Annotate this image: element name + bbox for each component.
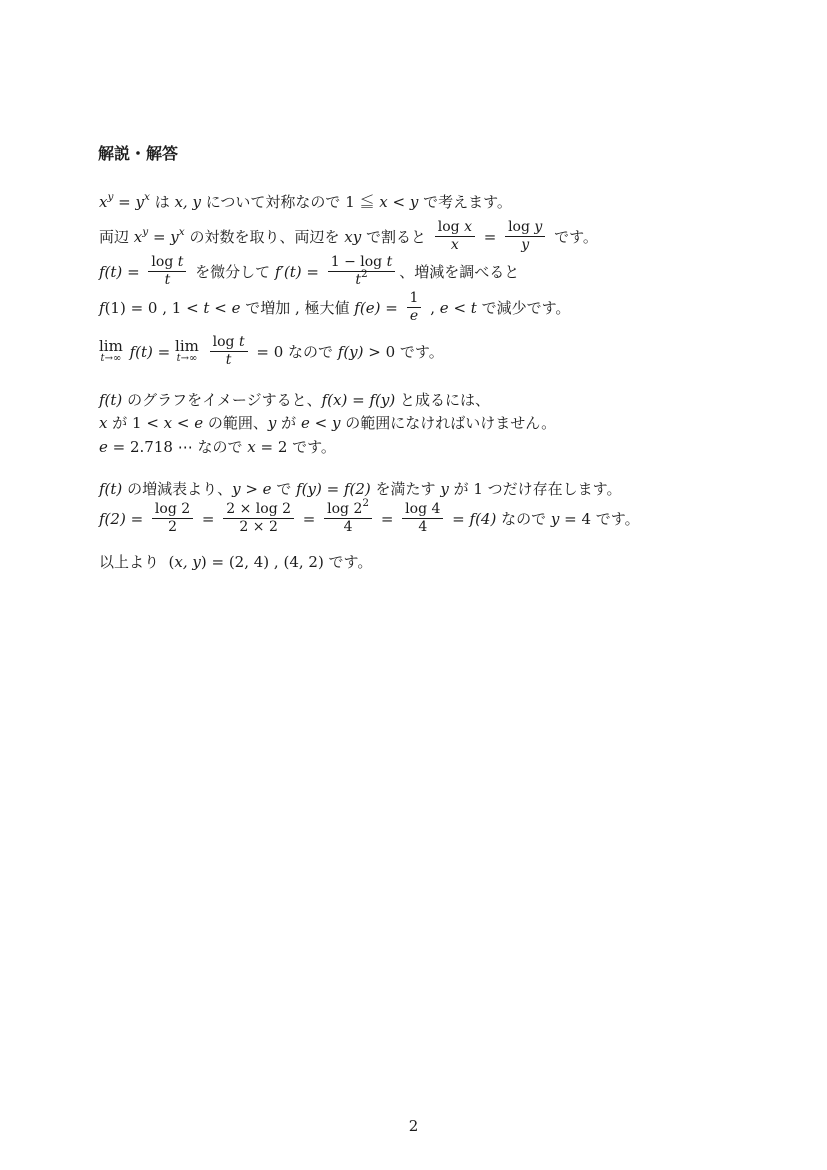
text-run: <: [309, 414, 332, 432]
page-number: 2: [408, 1117, 419, 1135]
math-variable: y: [409, 193, 419, 211]
math-variable: x: [379, 193, 388, 211]
math-variable: f(e): [354, 299, 381, 317]
fraction-numerator: [324, 497, 372, 518]
solution-line: [99, 551, 372, 573]
text-run: は: [149, 193, 175, 211]
math-variable: t: [225, 351, 232, 368]
fraction: [223, 501, 294, 536]
text-run: =: [125, 510, 148, 528]
text-run: を満たす: [370, 480, 441, 498]
math-variable: f(4): [469, 510, 497, 528]
superscript: x: [144, 191, 150, 203]
text-run: で割ると: [361, 228, 431, 246]
math-variable: x, y: [174, 553, 201, 571]
text-run: 2 × log 2: [226, 500, 292, 517]
math-variable: x: [99, 414, 108, 432]
text-run: > 0 です。: [363, 343, 444, 361]
math-variable: x: [163, 414, 173, 432]
fraction-denominator: [402, 518, 443, 536]
math-variable: y: [534, 218, 543, 235]
math-variable: e: [409, 307, 419, 324]
text-run: を微分して: [190, 263, 275, 281]
text-run: =: [347, 391, 370, 409]
math-variable: t: [203, 299, 210, 317]
text-run: [201, 343, 206, 361]
fraction-numerator: [505, 219, 545, 236]
text-run: =: [376, 510, 399, 528]
math-variable: y: [135, 193, 144, 211]
math-variable: f(2): [99, 510, 126, 528]
superscript: y: [142, 226, 149, 238]
math-variable: f: [99, 299, 105, 317]
limit-operator: [175, 338, 199, 365]
text-run: =: [478, 228, 502, 246]
text-run: (1) = 0 , 1 <: [104, 299, 204, 317]
text-run: =: [380, 299, 403, 317]
math-variable: f(t): [99, 480, 123, 498]
text-run: について対称なので 1 ≦: [200, 193, 380, 211]
text-run: 2: [168, 518, 177, 535]
text-run: <: [387, 193, 410, 211]
math-variable: t: [386, 253, 393, 270]
superscript: 2: [360, 267, 368, 280]
text-run: <: [448, 299, 471, 317]
text-run: 両辺: [99, 228, 134, 246]
math-variable: y: [232, 480, 241, 498]
fraction-denominator: [324, 518, 372, 536]
fraction-denominator: [223, 518, 294, 536]
math-variable: y: [170, 228, 179, 246]
text-run: 2 × 2: [239, 518, 278, 535]
text-run: で: [271, 480, 297, 498]
text-run: ) = (2, 4) , (4, 2) です。: [200, 553, 373, 571]
text-run: が: [276, 414, 301, 432]
math-variable: x: [133, 228, 143, 246]
text-run: 1 − log: [330, 253, 387, 270]
math-variable: e: [231, 299, 241, 317]
text-run: >: [240, 480, 263, 498]
text-run: で減少です。: [476, 299, 571, 317]
text-run: の増減表より、: [122, 480, 233, 498]
fraction-numerator: [152, 501, 193, 518]
math-variable: e: [99, 438, 108, 456]
math-variable: f′(t): [274, 263, 302, 281]
math-variable: e: [194, 414, 204, 432]
page-title: 解説・解答: [98, 146, 179, 163]
text-run: log: [437, 218, 465, 235]
text-run: <: [209, 299, 232, 317]
text-run: =: [321, 480, 344, 498]
math-variable: e: [300, 414, 310, 432]
fraction: [210, 334, 248, 369]
text-run: <: [172, 414, 195, 432]
text-run: で増加 , 極大値: [240, 299, 355, 317]
text-run: =: [152, 343, 176, 361]
math-variable: t: [470, 299, 477, 317]
limit-subscript: t→∞: [100, 353, 122, 365]
text-run: 4: [418, 518, 428, 535]
math-variable: t: [177, 253, 184, 270]
fraction-denominator: [210, 351, 248, 369]
fraction: [152, 501, 193, 536]
fraction-numerator: [223, 501, 294, 518]
text-run: log: [151, 253, 178, 270]
text-run: が 1 <: [107, 414, 164, 432]
math-variable: y: [521, 236, 530, 253]
text-run: =: [447, 510, 470, 528]
fraction: [407, 290, 422, 325]
text-run: の範囲、: [203, 414, 268, 432]
text-run: ,: [425, 299, 440, 317]
fraction-denominator: [152, 518, 193, 536]
math-variable: y: [440, 480, 449, 498]
math-variable: f(t): [129, 343, 153, 361]
text-run: の対数を取り、両辺を: [184, 228, 345, 246]
math-variable: x, y: [174, 193, 201, 211]
text-run: log: [508, 218, 535, 235]
text-run: 、増減を調べると: [399, 263, 520, 281]
text-run: = 0 なので: [251, 343, 338, 361]
text-run: log: [212, 333, 239, 350]
math-variable: y: [550, 510, 560, 528]
math-variable: t: [355, 271, 361, 288]
text-run: 1: [409, 289, 419, 306]
math-variable: t: [238, 333, 245, 350]
math-variable: f(2): [343, 480, 371, 498]
math-variable: x: [247, 438, 256, 456]
fraction-numerator: [407, 290, 422, 307]
text-run: = 2.718 ⋯ なので: [107, 438, 248, 456]
text-run: = 4 です。: [559, 510, 640, 528]
fraction-numerator: [402, 501, 443, 518]
fraction-numerator: [435, 219, 475, 236]
math-variable: y: [267, 414, 277, 432]
text-run: で考えます。: [418, 193, 512, 211]
text-run: =: [148, 228, 171, 246]
text-run: なので: [496, 510, 551, 528]
math-variable: f(y): [296, 480, 322, 498]
limit-label: lim: [99, 336, 123, 355]
text-run: 以上より (: [99, 553, 175, 571]
fraction: [402, 501, 443, 536]
math-variable: xy: [344, 228, 362, 246]
text-run: のグラフをイメージすると、: [122, 391, 322, 409]
solution-line: [99, 328, 444, 376]
text-run: =: [298, 510, 321, 528]
math-variable: y: [331, 414, 341, 432]
math-variable: f(t): [99, 263, 123, 281]
text-run: が 1 つだけ存在します。: [448, 480, 622, 498]
math-variable: x: [450, 236, 459, 253]
limit-label: lim: [175, 336, 199, 355]
text-run: log 2: [154, 500, 191, 517]
text-run: log 2: [327, 500, 363, 517]
superscript: x: [178, 226, 185, 238]
solution-line: [99, 436, 336, 458]
text-run: です。: [549, 228, 598, 246]
fraction-denominator: [407, 307, 422, 325]
text-run: =: [301, 263, 324, 281]
fraction: [324, 497, 372, 536]
math-variable: f(y): [369, 391, 396, 409]
superscript: y: [107, 191, 114, 203]
fraction-numerator: [210, 334, 248, 351]
text-run: = 2 です。: [255, 438, 336, 456]
math-variable: x: [99, 193, 108, 211]
text-run: と成るには、: [395, 391, 490, 409]
text-run: =: [197, 510, 220, 528]
text-run: =: [122, 263, 145, 281]
math-variable: f(x): [321, 391, 348, 409]
solution-line: [99, 191, 512, 213]
solution-line: [99, 284, 570, 332]
math-variable: t: [164, 271, 171, 288]
text-run: =: [113, 193, 136, 211]
text-run: log 4: [405, 500, 441, 517]
text-run: 4: [343, 518, 353, 535]
math-variable: x: [464, 218, 472, 235]
fraction-numerator: [148, 254, 186, 271]
math-variable: e: [439, 299, 449, 317]
limit-operator: [99, 338, 123, 365]
math-variable: e: [262, 480, 272, 498]
math-variable: f(t): [99, 391, 123, 409]
solution-line: [99, 412, 556, 434]
math-variable: f(y): [337, 343, 364, 361]
superscript: 2: [362, 497, 370, 510]
solution-line: [99, 389, 490, 411]
limit-subscript: t→∞: [176, 353, 198, 365]
text-run: の範囲になければいけません。: [340, 414, 557, 432]
solution-line: [99, 495, 640, 543]
